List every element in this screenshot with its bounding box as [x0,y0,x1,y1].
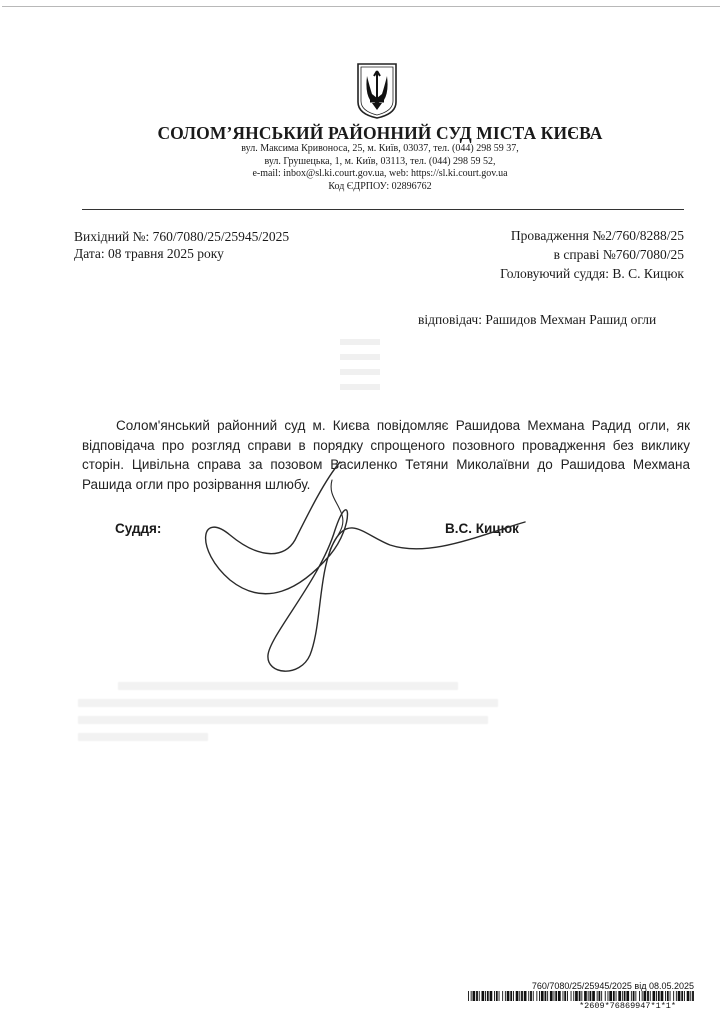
outgoing-number: Вихідний №: 760/7080/25/25945/2025 [74,229,290,244]
judge-name: В.С. Кицюк [445,521,519,536]
barcode-text: *2609*76869947*1*1* [579,1001,676,1011]
court-name: СОЛОМ’ЯНСЬКИЙ РАЙОННИЙ СУД МІСТА КИЄВА [157,123,603,143]
outgoing-info [74,228,289,262]
bleed-through-text [78,676,508,750]
notice-paragraph: Солом'янський районний суд м. Києва повідомляє Рашидова Мехмана Радид огли, як відповідача про розгляд справи в порядку спрощеного позовного провадження без виклику сторін. Цивільна справа за позовом Василенко Тетяни Миколаївни до Рашидова Мехмана Рашида огли про розірвання шлюбу. [82,418,690,492]
addressee: відповідач: Рашидов Мехман Рашид огли [418,312,657,327]
court-email-web: e-mail: inbox@sl.ki.court.gov.ua, web: https://sl.ki.court.gov.ua [252,168,508,179]
trident-coat-of-arms-icon [356,62,398,120]
header-divider [82,209,684,210]
presiding-judge: Головуючий суддя: В. С. Кицюк [500,266,684,281]
case-number: в справі №760/7080/25 [553,247,684,262]
court-address-1: вул. Максима Кривоноса, 25, м. Київ, 03037, тел. (044) 298 59 37, [241,143,519,154]
court-contacts [180,143,580,193]
outgoing-date: Дата: 08 травня 2025 року [74,246,224,261]
notice-body [82,416,690,494]
page-top-rule [2,6,720,7]
proceeding-info [500,226,684,283]
bleed-through-marks [340,330,400,410]
barcode-icon [468,991,694,1001]
court-address-2: вул. Грушецька, 1, м. Київ, 03113, тел. (044) 298 59 52, [264,155,496,167]
barcode-caption: 760/7080/25/25945/2025 від 08.05.2025 [531,981,694,991]
judge-label: Суддя: [115,521,162,536]
court-edrpou: Код ЄДРПОУ: 02896762 [328,180,432,192]
proceeding-number: Провадження №2/760/8288/25 [510,228,684,243]
